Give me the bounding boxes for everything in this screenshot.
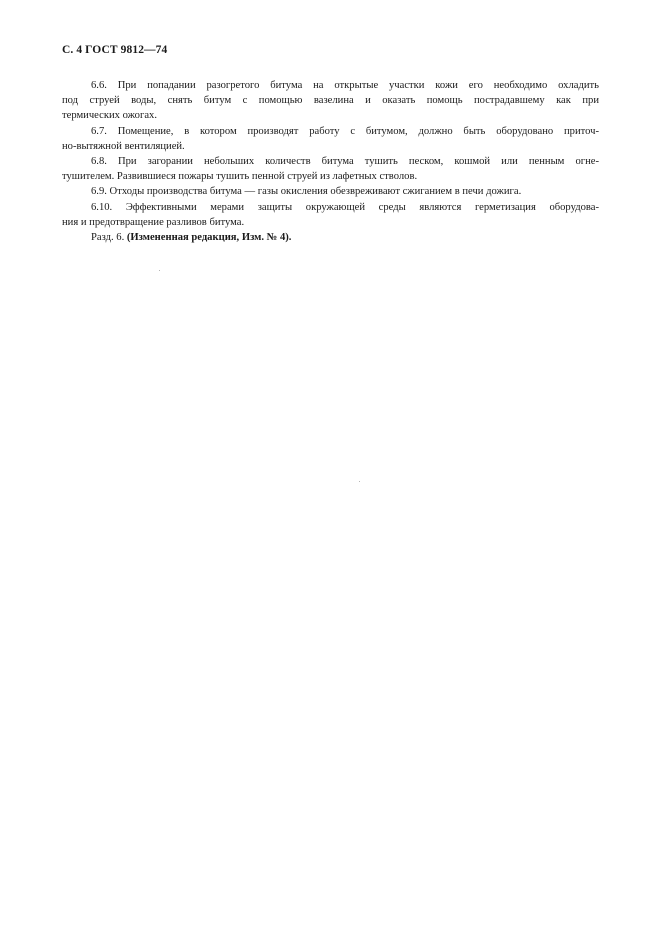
text-line: 6.8. При загорании небольших количеств битума тушить песком, кошмой или пенным огне- (91, 156, 599, 168)
text-line: тушителем. Развившиеся пожары тушить пенной струей из лафетных стволов. (62, 171, 418, 183)
text-line: термических ожогах. (62, 110, 157, 122)
section-6-body (62, 78, 599, 245)
paragraph-6-10 (62, 200, 599, 230)
scan-speck (159, 270, 160, 271)
text-line: но-вытяжной вентиляцией. (62, 140, 185, 152)
paragraph-6-9 (62, 184, 599, 199)
amendment-note (62, 230, 599, 245)
text-line: под струей воды, снять битум с помощью вазелина и оказать помощь пострадавшему как при (62, 95, 599, 107)
text-line: 6.7. Помещение, в котором производят работу с битумом, должно быть оборудовано приточ- (91, 125, 599, 137)
text-line: 6.6. При попадании разогретого битума на открытые участки кожи его необходимо охладить (91, 80, 599, 91)
paragraph-6-7 (62, 124, 599, 154)
text-line: 6.10. Эффективными мерами защиты окружающей среды являются герметизация оборудова- (91, 201, 599, 213)
page-header: С. 4 ГОСТ 9812—74 (62, 44, 168, 56)
paragraph-6-8 (62, 154, 599, 184)
amendment-note-bold: (Измененная редакция, Изм. № 4). (126, 232, 292, 244)
amendment-note-prefix: Разд. 6. (91, 232, 125, 244)
text-line: 6.9. Отходы производства битума — газы окисления обезвреживают сжиганием в печи дожига. (91, 186, 522, 198)
text-line: ния и предотвращение разливов битума. (62, 216, 245, 228)
paragraph-6-6 (62, 78, 599, 124)
scan-speck (359, 481, 360, 482)
